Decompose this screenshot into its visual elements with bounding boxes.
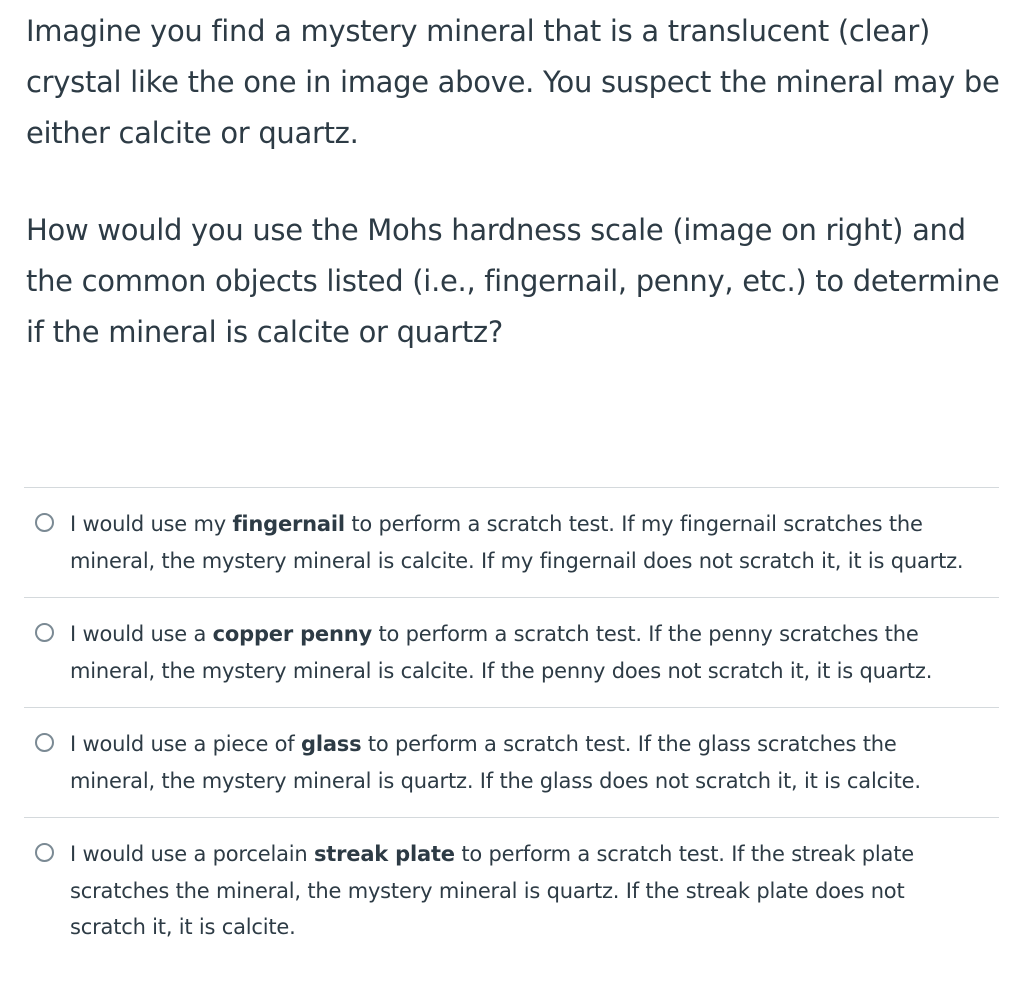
answer-text-start: I would use a piece of [70,732,301,756]
radio-button-icon[interactable] [35,843,54,862]
answer-text-bold: copper penny [212,622,372,646]
answer-option-streak-plate[interactable] [24,818,999,964]
question-paragraph-prompt: How would you use the Mohs hardness scale (image on right) and the common objects listed (i.e., fingernail, penny, etc.) to determine if the mineral is calcite or quartz? [26,213,1000,349]
answer-text-bold: glass [300,732,362,756]
answer-text-bold: streak plate [313,842,455,866]
answer-text-end: to perform a scratch test. If my fingernail scratches the mineral, the mystery mineral is calcite. If my fingernail does not scratch it, it is quartz. [70,512,964,573]
answer-text-end: to perform a scratch test. If the streak plate scratches the mineral, the mystery mineral is quartz. If the streak plate does not scratch it, it is calcite. [70,842,914,939]
radio-button-icon[interactable] [35,733,54,752]
answer-text-start: I would use a [70,622,213,646]
radio-button-icon[interactable] [35,513,54,532]
radio-button-icon[interactable] [35,623,54,642]
answer-option-copper-penny[interactable] [24,598,999,708]
answer-text-bold: fingernail [232,512,345,536]
answer-text-end: to perform a scratch test. If the penny scratches the mineral, the mystery mineral is calcite. If the penny does not scratch it, it is quartz. [70,622,933,683]
answer-text-start: I would use a porcelain [70,842,314,866]
question-text [26,6,1016,358]
answer-list [24,487,999,964]
answer-text-start: I would use my [70,512,233,536]
answer-option-fingernail[interactable] [24,488,999,598]
answer-option-glass[interactable] [24,708,999,818]
question-paragraph-intro: Imagine you find a mystery mineral that is a translucent (clear) crystal like the one in image above. You suspect the mineral may be either calcite or quartz. [26,14,1000,150]
answer-text-end: to perform a scratch test. If the glass scratches the mineral, the mystery mineral is quartz. If the glass does not scratch it, it is calcite. [70,732,921,793]
